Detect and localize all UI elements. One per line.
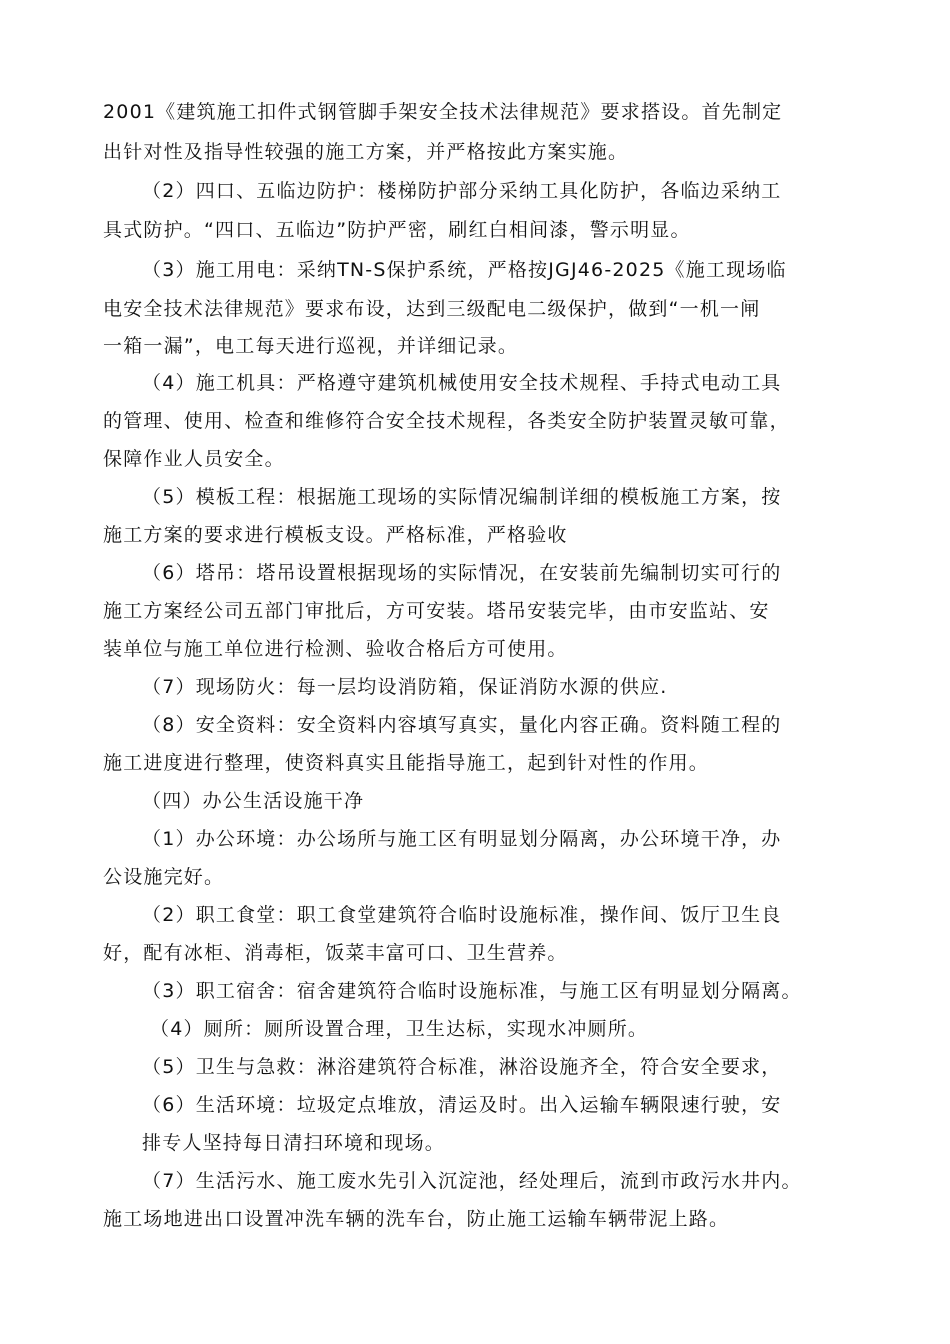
text-line: （4）厕所：厕所设置合理，卫生达标，实现水冲厕所。 [150,1018,649,1040]
text-line: （5）模板工程：根据施工现场的实际情况编制详细的模板施工方案，按 [142,486,782,508]
section-heading: （四）办公生活设施干净 [142,790,365,812]
text-line: 施工进度进行整理，使资料真实且能指导施工，起到针对性的作用。 [103,752,710,774]
text-line: （1）办公环境：办公场所与施工区有明显划分隔离，办公环境干净，办 [142,828,782,850]
text-line: （7）生活污水、施工废水先引入沉淀池，经处理后，流到市政污水井内。 [142,1170,802,1192]
text-line: （7）现场防火：每一层均设消防箱，保证消防水源的供应. [142,676,668,698]
text-line: 施工场地进出口设置冲洗车辆的洗车台，防止施工运输车辆带泥上路。 [103,1208,730,1230]
text-line: 的管理、使用、检查和维修符合安全技术规程，各类安全防护装置灵敏可靠， [103,410,790,432]
text-line: （2）四口、五临边防护：楼梯防护部分采纳工具化防护，各临边采纳工 [142,180,782,202]
text-line: （2）职工食堂：职工食堂建筑符合临时设施标准，操作间、饭厅卫生良 [142,904,782,926]
text-line: 出针对性及指导性较强的施工方案，并严格按此方案实施。 [103,141,629,163]
text-line: 2001《建筑施工扣件式钢管脚手架安全技术法律规范》要求搭设。首先制定 [103,101,783,123]
text-line: 装单位与施工单位进行检测、验收合格后方可使用。 [103,638,568,660]
text-line: （5）卫生与急救：淋浴建筑符合标准，淋浴设施齐全，符合安全要求， [142,1056,782,1078]
text-line: 施工方案经公司五部门审批后，方可安装。塔吊安装完毕，由市安监站、安 [103,600,770,622]
text-line: （3）职工宿舍：宿舍建筑符合临时设施标准，与施工区有明显划分隔离。 [142,980,802,1002]
text-line: 施工方案的要求进行模板支设。严格标准，严格验收 [103,524,568,546]
text-line: 好，配有冰柜、消毒柜，饭菜丰富可口、卫生营养。 [103,942,568,964]
text-line: （8）安全资料：安全资料内容填写真实，量化内容正确。资料随工程的 [142,714,782,736]
text-line: （6）生活环境：垃圾定点堆放，清运及时。出入运输车辆限速行驶，安 [142,1094,782,1116]
text-line: 公设施完好。 [103,866,225,888]
text-line: （3）施工用电：采纳TN-S保护系统，严格按JGJ46-2025《施工现场临 [142,259,787,281]
text-line: 电安全技术法律规范》要求布设，达到三级配电二级保护，做到“一机一闸 [103,298,761,320]
text-line: （4）施工机具：严格遵守建筑机械使用安全技术规程、手持式电动工具 [142,372,782,394]
text-line: （6）塔吊：塔吊设置根据现场的实际情况，在安装前先编制切实可行的 [142,562,782,584]
text-line: 保障作业人员安全。 [103,448,285,470]
text-line: 一箱一漏”，电工每天进行巡视，并详细记录。 [103,335,519,357]
text-line: 具式防护。“四口、五临边”防护严密，刷红白相间漆，警示明显。 [103,219,691,241]
text-line: 排专人坚持每日清扫环境和现场。 [142,1132,446,1154]
